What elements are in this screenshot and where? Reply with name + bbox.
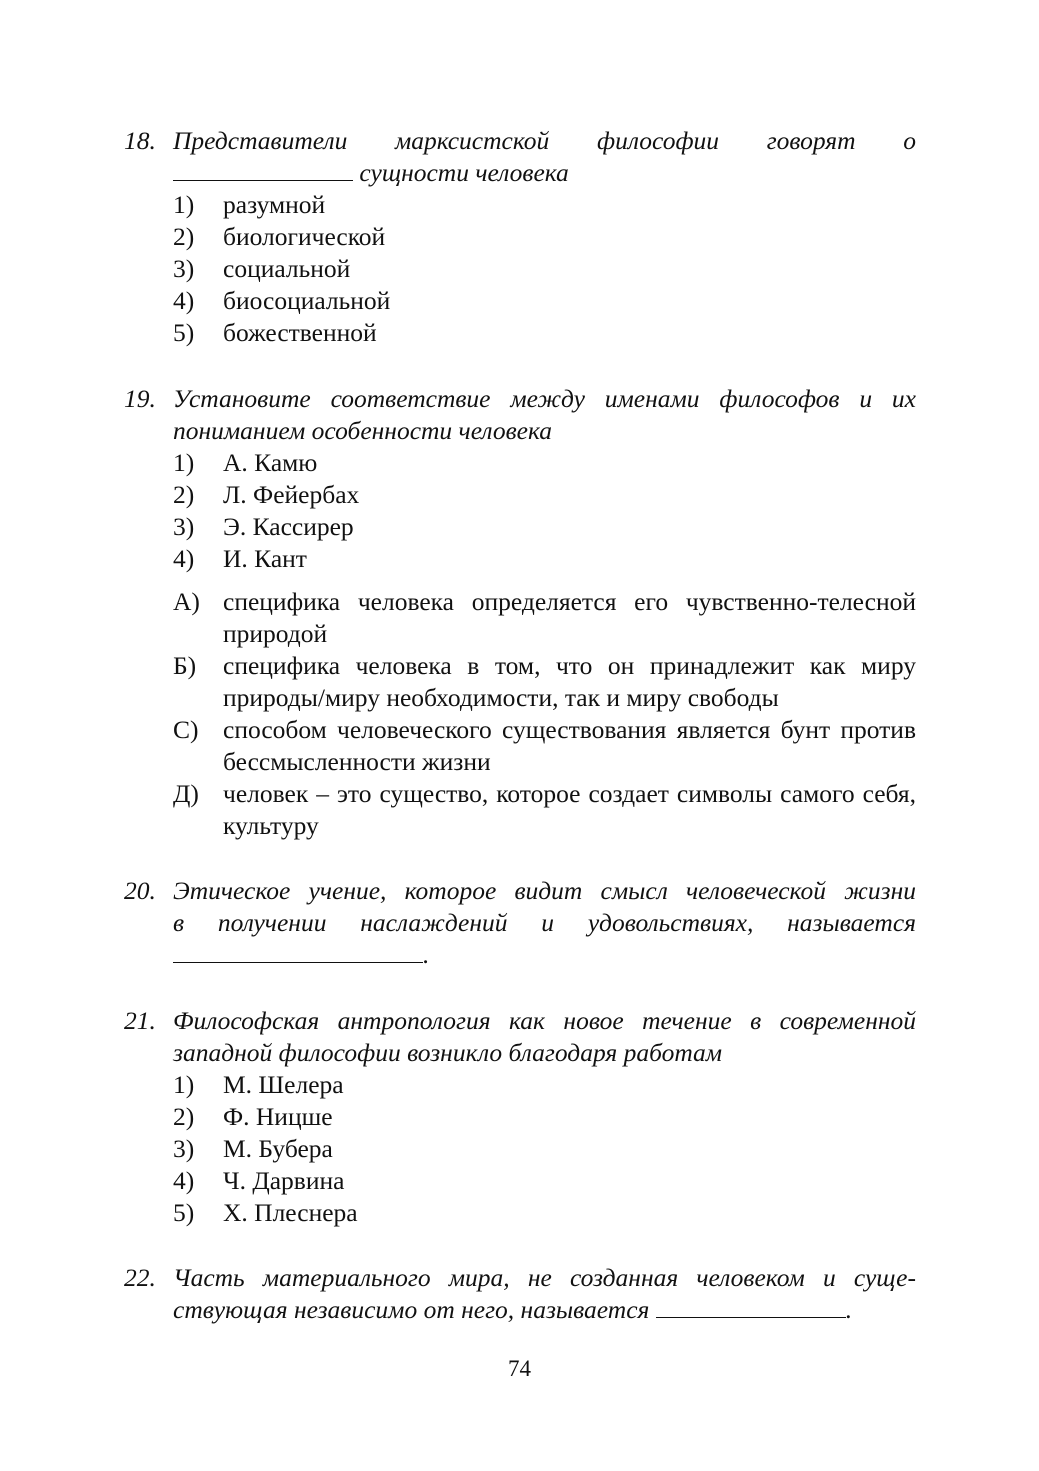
option-key: 2) (173, 222, 195, 251)
question-line: Часть материального мира, не созданная человеком и суще- (173, 1263, 916, 1292)
answer-key: Б) (173, 651, 197, 680)
question-text: Философская антропология как новое течение в современной западной философии возникло благодаря работам (173, 1006, 916, 1067)
option-text: И. Кант (223, 544, 307, 573)
answer-text: человек – это существо, которое создает символы самого себя, культуру (223, 779, 916, 840)
answer-item[interactable] (173, 714, 916, 778)
option-text: Ч. Дарвина (223, 1166, 345, 1195)
option-item[interactable] (173, 1133, 916, 1165)
question-19 (124, 383, 916, 842)
option-item[interactable] (173, 285, 916, 317)
question-18 (124, 125, 916, 349)
question-20 (124, 875, 916, 971)
option-item[interactable] (173, 189, 916, 221)
option-text: А. Камю (223, 448, 318, 477)
answer-item[interactable] (173, 650, 916, 714)
option-key: 4) (173, 544, 195, 573)
question-text: Установите соответствие между именами философов и их пониманием особенности человека (173, 384, 916, 445)
question-text (173, 125, 916, 189)
option-key: 4) (173, 286, 195, 315)
option-key: 2) (173, 480, 195, 509)
question-text (173, 1262, 916, 1326)
options-list (173, 189, 916, 349)
option-key: 3) (173, 254, 195, 283)
option-text: Э. Кассирер (223, 512, 354, 541)
option-key: 3) (173, 512, 195, 541)
option-text: Ф. Ницше (223, 1102, 333, 1131)
option-key: 5) (173, 318, 195, 347)
option-item[interactable] (173, 1165, 916, 1197)
question-line (173, 939, 916, 971)
option-item[interactable] (173, 221, 916, 253)
option-item[interactable] (173, 447, 916, 479)
question-text (173, 875, 916, 971)
option-item[interactable] (173, 479, 916, 511)
answer-text: специфика человека определяется его чувственно-телесной природой (223, 587, 916, 648)
page-number: 74 (508, 1356, 531, 1381)
option-text: Л. Фейербах (223, 480, 360, 509)
question-line: Представители марксистской философии говорят о (173, 126, 916, 155)
answer-item[interactable] (173, 586, 916, 650)
option-key: 2) (173, 1102, 195, 1131)
option-text: биосоциальной (223, 286, 391, 315)
option-text: М. Шелера (223, 1070, 344, 1099)
question-line (173, 1294, 916, 1326)
option-item[interactable] (173, 543, 916, 575)
answer-blank[interactable] (173, 940, 423, 963)
answer-key: А) (173, 587, 200, 616)
question-line (173, 157, 916, 189)
option-key: 1) (173, 448, 195, 477)
question-line: в получении наслаждений и удовольствиях, называется (173, 908, 916, 937)
option-text: Х. Плеснера (223, 1198, 358, 1227)
question-22 (124, 1262, 916, 1326)
option-text: биологической (223, 222, 386, 251)
question-number: 21. (124, 1006, 156, 1035)
question-number: 22. (124, 1263, 156, 1292)
answer-text: специфика человека в том, что он принадлежит как миру природы/миру необходимости, так и миру свободы (223, 651, 916, 712)
question-number: 19. (124, 384, 156, 413)
question-line-text: сущности человека (353, 158, 569, 187)
answer-blank[interactable] (173, 158, 353, 181)
answer-key: С) (173, 715, 199, 744)
question-line-text: . (423, 940, 430, 969)
question-number: 18. (124, 126, 156, 155)
question-21 (124, 1005, 916, 1229)
question-line: Этическое учение, которое видит смысл человеческой жизни (173, 876, 916, 905)
option-item[interactable] (173, 1101, 916, 1133)
option-text: социальной (223, 254, 351, 283)
option-item[interactable] (173, 317, 916, 349)
answer-blank[interactable] (656, 1295, 846, 1318)
option-text: божественной (223, 318, 377, 347)
answer-item[interactable] (173, 778, 916, 842)
option-text: М. Бубера (223, 1134, 333, 1163)
option-item[interactable] (173, 1197, 916, 1229)
options-list (173, 447, 916, 842)
option-item[interactable] (173, 1069, 916, 1101)
option-item[interactable] (173, 253, 916, 285)
option-text: разумной (223, 190, 326, 219)
option-item[interactable] (173, 511, 916, 543)
option-key: 5) (173, 1198, 195, 1227)
question-line-text: . (845, 1295, 853, 1324)
question-line-text: ствующая независимо от него, называется (173, 1295, 656, 1324)
answer-text: способом человеческого существования является бунт против бессмысленности жизни (223, 715, 916, 776)
option-key: 4) (173, 1166, 195, 1195)
option-key: 1) (173, 1070, 195, 1099)
option-key: 1) (173, 190, 195, 219)
options-list (173, 1069, 916, 1229)
question-number: 20. (124, 876, 156, 905)
answer-key: Д) (173, 779, 199, 808)
option-key: 3) (173, 1134, 195, 1163)
